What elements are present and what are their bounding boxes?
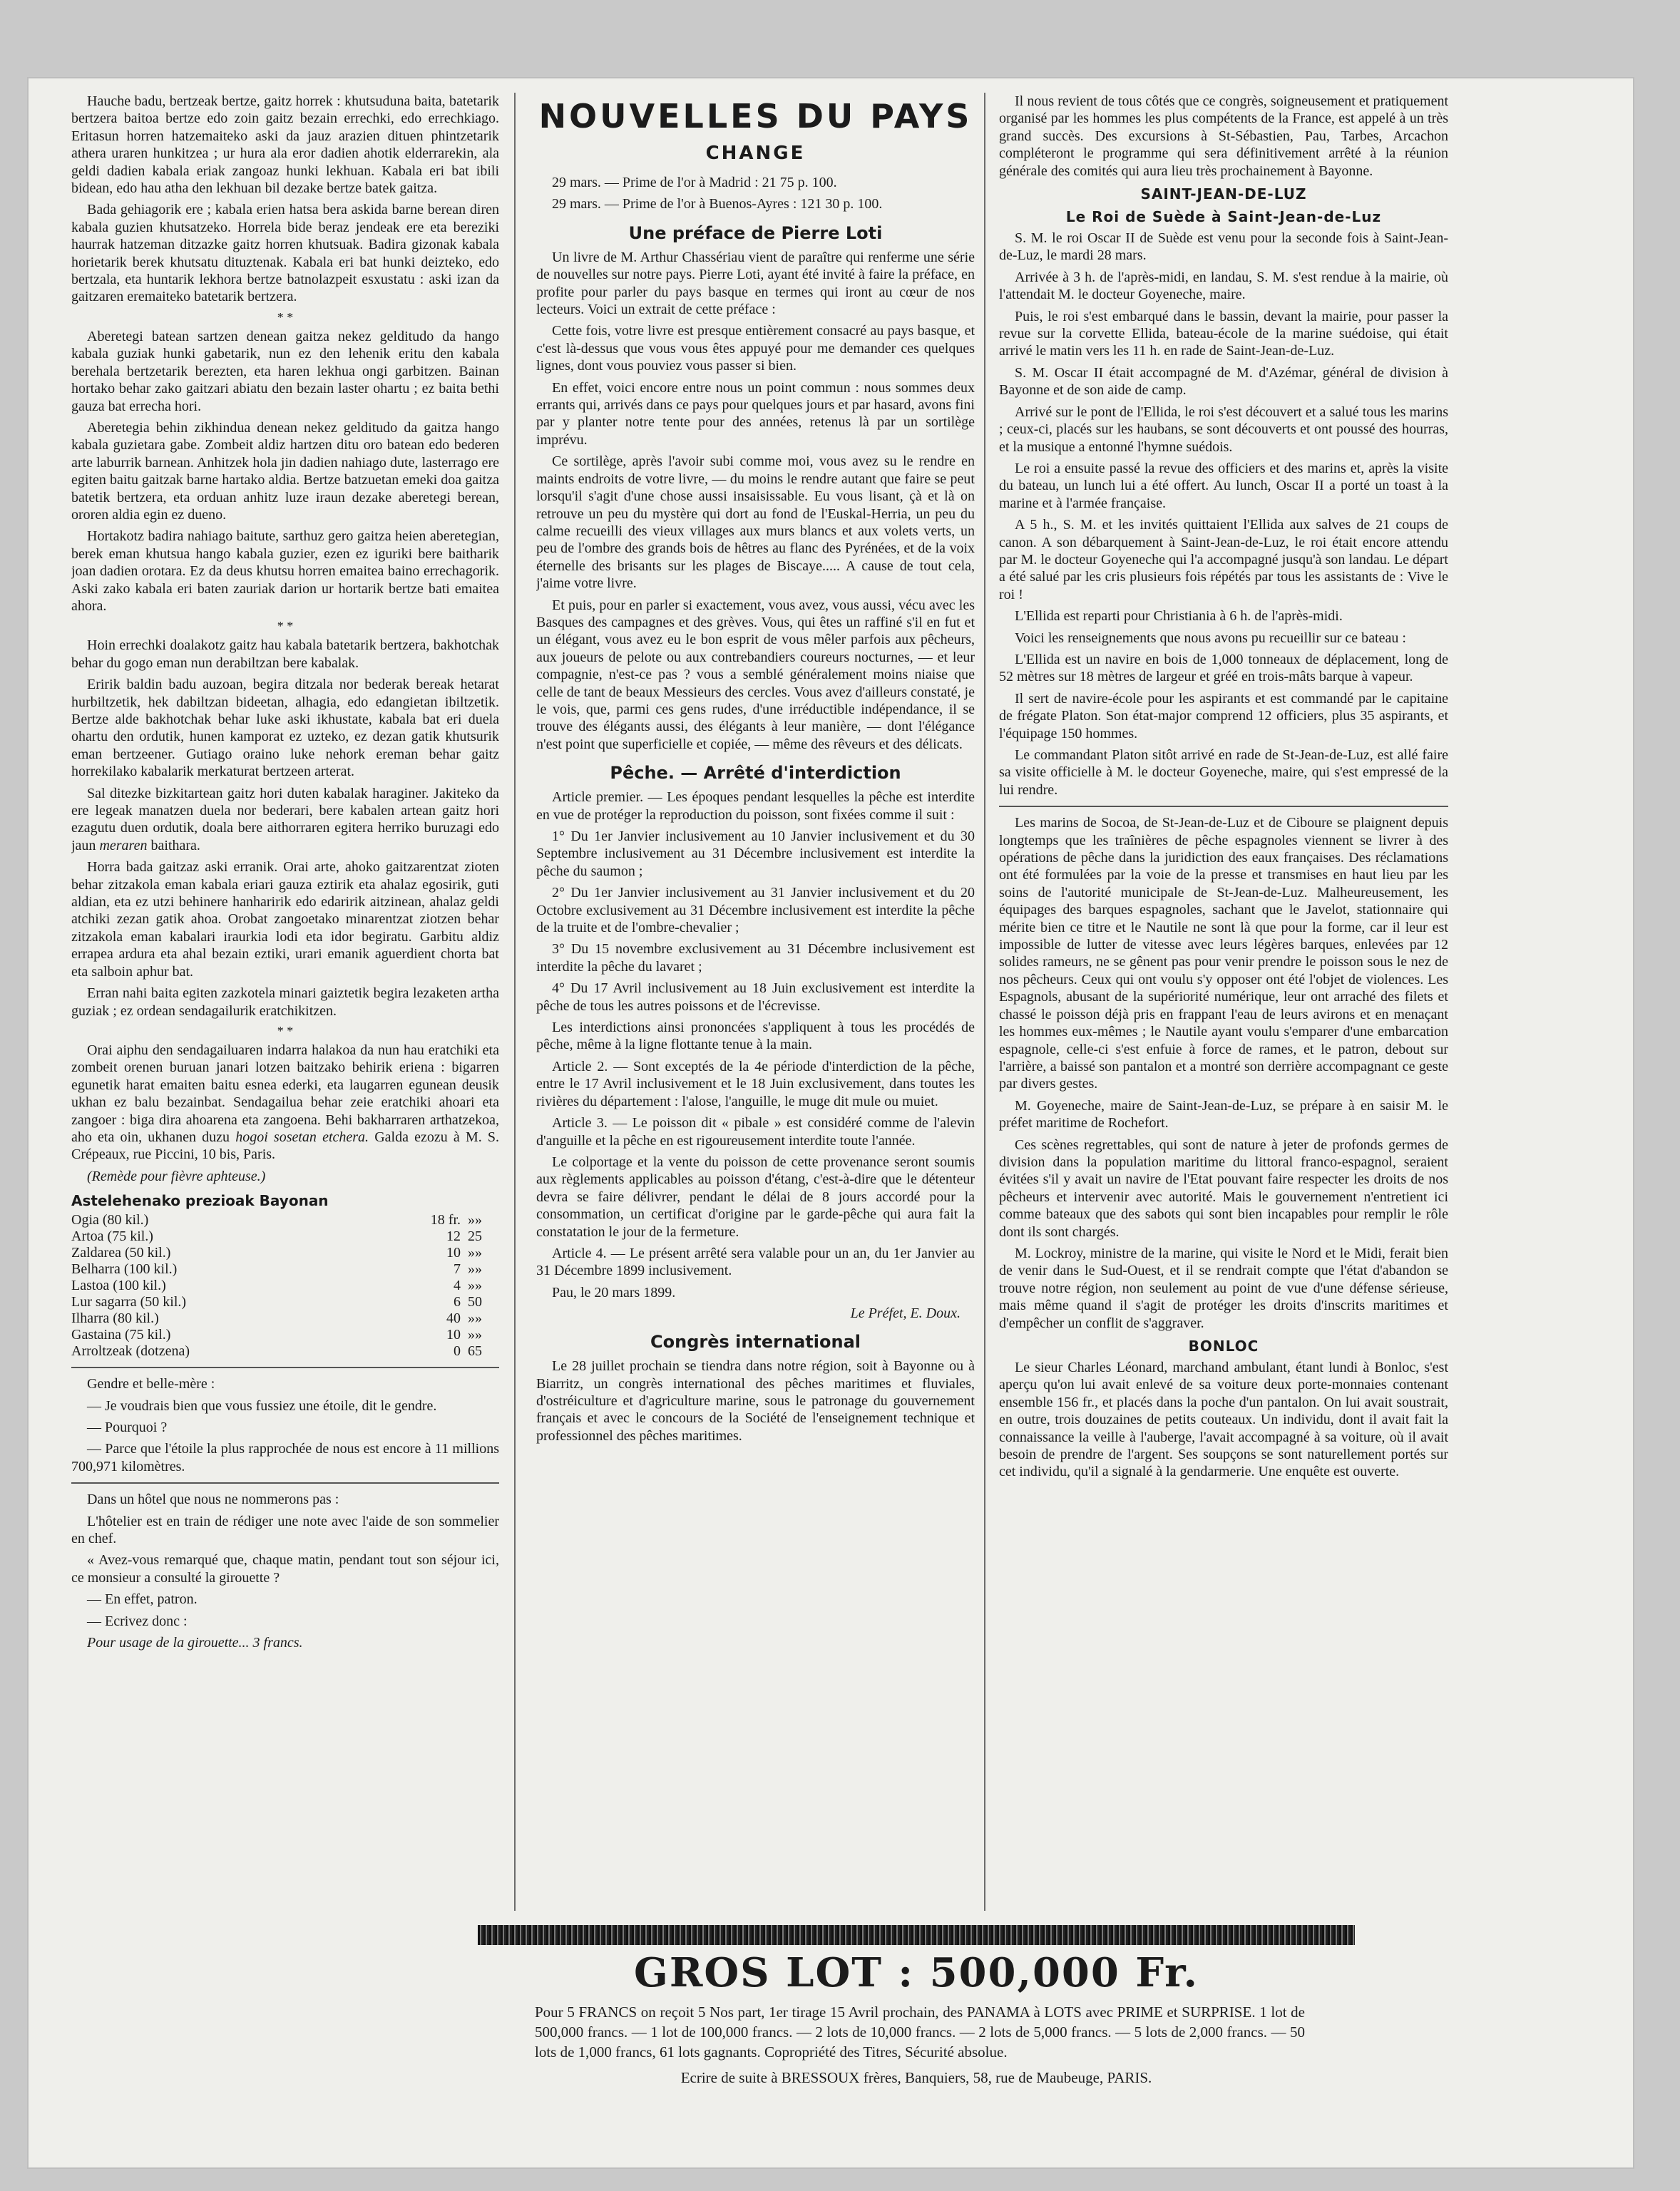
paragraph: Bada gehiagorik ere ; kabala erien hatsa bera askida barne berean diren kabala guzien khutsatzeko. Horrela bide beraz jendeak ere eta berezikі haurrak hatzeman ditzazke gaitz horren khutsuak. Badira gizonak kabala horietarik berek khutsatu dituztenak. Kabala eri bat hunki deizteko, edo bertzala, eta huntarik lekhora bertze batnolazpeit esxustatu : aski izan da gaitzaren eremaiteko batetarik bertzera. <box>71 202 499 305</box>
price-item: Artoa (75 kil.) <box>71 1228 153 1245</box>
price-francs: 12 <box>446 1228 461 1245</box>
town-heading: BONLOC <box>1188 1338 1259 1355</box>
paragraph: 1° Du 1er Janvier inclusivement au 10 Janvier inclusivement et du 30 Septembre inclusivement au 31 Décembre inclusivement est interdite la pêche du saumon ; <box>536 828 975 879</box>
price-row <box>71 1327 499 1343</box>
paragraph: Article premier. — Les époques pendant lesquelles la pêche est interdite en vue de protéger la reproduction du poisson, sont fixées comme il suit : <box>536 789 975 823</box>
paragraph: 4° Du 17 Avril inclusivement au 18 Juin exclusivement est interdite la pêche de tous les autres poissons et de l'écrevisse. <box>536 980 975 1014</box>
article-title-peche: Pêche. — Arrêté d'interdiction <box>610 763 901 784</box>
price-francs: 7 <box>454 1261 461 1278</box>
joke-line: Gendre et belle-mère : <box>87 1376 215 1392</box>
paragraph: Hauche badu, bertzeak bertze, gaitz horrek : khutsuduna baita, batetarik bertzera baitoa bertze edo zoin gaitz bezain errechki, edo errechkiago. Eritasun horren hatzemaiteko aski da jauz arazien dituen phintzetarik athera uraren hunkitzea ; ur hura ala eror dadien ahotik elderrarekin, ala geldi dadien kabala eriak zangoaz hunki lekhuan. Kabala eri bat ibili bidean, edo hau atha den lekhuan bil dezake bertze batek gaitza. <box>71 93 499 197</box>
paragraph: Aberetegia behin zikhindua denean nekez gelditudo da gaitza hango kabala guzietara gabe. Zombeit aldiz hartzen ditu oro batean edo bederen arte laburrik barnean. Anhitzek hola jin dadien nahiago dute, lasterrago ere egiten baitu gaitzak barne hartako aldia. Bertze batzuetan emeki doa gaitza batetik bertzera, eta orduan anhitz luze iraun dezake aberetegi berean, ororen aldia egin ez dueno. <box>71 419 499 523</box>
price-francs: 6 <box>454 1294 461 1310</box>
paragraph: 2° Du 1er Janvier inclusivement au 31 Janvier inclusivement et du 20 Octobre exclusivement au 31 Décembre inclusivement est interdite la pêche de la truite et de l'ombre-chevalier ; <box>536 885 975 936</box>
ad-body: Pour 5 FRANCS on reçoit 5 Nos part, 1er tirage 15 Avril prochain, des PANAMA à LOTS avec PRIME et SURPRISE. 1 lot de 500,000 francs. — 1 lot de 100,000 francs. — 2 lots de 10,000 francs. — 2 lots de 5,000 francs. — 5 lots de 2,000 francs. — 50 lots de 1,000 francs, 61 lots gagnants. Copropriété des Titres, Sécurité absolue. <box>535 2003 1305 2061</box>
paragraph: Hortakotz badira nahiago baitute, sarthuz gero gaitza heien aberetegian, berek eman khutsua hango kabala guzier, ezen ez iguriki bere baitharik joan dadien orotara. Ez da deus khutsu horren emaitea baino errechagorik. Aski zako kabala eri baten zauriak darion ur hortarik bertze bati emaitea ahora. <box>71 528 499 614</box>
paragraph-text: Galda ezozu à M. S. Crépeaux, rue Piccini, 10 bis, Paris. <box>71 1129 499 1163</box>
column-basque <box>71 93 499 2146</box>
column-rule <box>514 93 516 1911</box>
price-cents: »» <box>468 1245 482 1261</box>
paragraph: 3° Du 15 novembre exclusivement au 31 Décembre inclusivement est interdite la pêche du lavaret ; <box>536 941 975 975</box>
newspaper-page <box>29 78 1633 2167</box>
price-francs: 0 <box>454 1343 461 1360</box>
paragraph <box>71 785 499 855</box>
joke-line: — Ecrivez donc : <box>87 1613 188 1629</box>
joke-line: — En effet, patron. <box>87 1591 198 1608</box>
price-row <box>71 1278 499 1294</box>
column-nouvelles <box>536 93 975 2146</box>
price-item: Zaldarea (50 kil.) <box>71 1245 171 1261</box>
joke-line: — Je voudrais bien que vous fussiez une étoile, dit le gendre. <box>87 1397 437 1414</box>
paragraph: Cette fois, votre livre est presque entièrement consacré au pays basque, et c'est là-dessus que vous vous êtes appuyé pour me demander ces quelques lignes, dont vous pouviez vous passer si bien. <box>536 323 975 374</box>
paragraph: L'Ellida est un navire en bois de 1,000 tonneaux de déplacement, long de 52 mètres sur 18 mètres de largeur et gréé en trois-mâts barque à vapeur. <box>999 651 1448 685</box>
article-subtitle: Le Roi de Suède à Saint-Jean-de-Luz <box>1065 208 1382 226</box>
price-item: Ilharra (80 kil.) <box>71 1310 159 1327</box>
price-francs: 18 fr. <box>430 1212 461 1228</box>
remedy-note: (Remède pour fièvre aphteuse.) <box>87 1168 266 1184</box>
price-row <box>71 1245 499 1261</box>
paragraph: Pau, le 20 mars 1899. <box>552 1284 676 1300</box>
section-masthead: NOUVELLES DU PAYS <box>538 97 973 135</box>
price-item: Lur sagarra (50 kil.) <box>71 1294 187 1310</box>
paragraph: Les interdictions ainsi prononcées s'appliquent à tous les procédés de pêche, même à la ligne flottante tenue à la main. <box>536 1020 975 1053</box>
section-stars: * * <box>277 309 294 324</box>
article-title-congres: Congrès international <box>650 1332 861 1353</box>
italic-phrase: hogoi sosetan etchera. <box>235 1129 369 1145</box>
column-local-news <box>999 93 1448 2146</box>
paragraph: S. M. Oscar II était accompagné de M. d'Azémar, général de division à Bayonne et de son aide de camp. <box>999 364 1448 399</box>
price-cents: 25 <box>468 1228 482 1245</box>
paragraph: Hoin errechki doalakotz gaitz hau kabala batetarik bertzera, bakhotchak behar du gogo eman nun derabiltzan bere kabalak. <box>71 637 499 671</box>
price-item: Lastoa (100 kil.) <box>71 1278 166 1294</box>
paragraph <box>71 1042 499 1164</box>
prefect-signature: Le Préfet, E. Doux. <box>850 1305 961 1322</box>
paragraph: Arrivé sur le pont de l'Ellida, le roi s'est découvert et a salué tous les marins ; ceux-ci, placés sur les haubans, se sont découverts et ont poussé des hourras, et la musique a entonné l'hymne suédois. <box>999 404 1448 455</box>
paragraph: Le sieur Charles Léonard, marchand ambulant, étant lundi à Bonloc, s'est aperçu qu'on lui avait enlevé de sa voiture deux porte-monnaies contenant ensemble 156 fr., et placés dans la poche d'un pantalon. On lui avait soustrait, en outre, trois douzaines de petits couteaux. Un individu, dont il avait fait la connaissance la veille à l'auberge, l'avait accompagné à sa voiture, où il avait besoin de prendre de l'argent. Ses soupçons se sont naturellement portés sur cet individu, qu'il a signalé à la gendarmerie. Une enquête est ouverte. <box>999 1360 1448 1480</box>
paragraph: Ce sortilège, après l'avoir subi comme moi, vous avez su le rendre en maints endroits de votre livre, — du moins le rendre autant que faire se peut lorsqu'il s'agit d'une chose aussi insaisissable. Eu vous lisant, çà et là on retrouve un peu du mystère qui dort au fond de l'Euskal-Herria, un peu du calme recueilli des vieux villages aux murs blancs et aux volets verts, un peu de l'ombre des grands bois de hêtres au flanc des Pyrénées, et de la voix éternelle des brisants sur les plages de Biscaye..... A cause de tout cela, j'aime votre livre. <box>536 453 975 592</box>
change-title: CHANGE <box>705 143 806 164</box>
price-cents: »» <box>468 1327 482 1343</box>
price-row <box>71 1228 499 1245</box>
paragraph-text: Sal ditezke bizkitartean gaitz hori duten kabalak haraginer. Jakiteko da ere legeak manatzen duela nor bederari, bere kabalen artean gaitz hori ezagutu duen ordutik, doala bere aithorraren egitera herriko buruzagi edo jaun <box>71 785 499 853</box>
paragraph: Voici les renseignements que nous avons pu recueillir sur ce bateau : <box>1015 630 1406 646</box>
paragraph: Le 28 juillet prochain se tiendra dans notre région, soit à Bayonne ou à Biarritz, un congrès international des pêches maritimes et fluviales, d'ostréiculture et d'agriculture marine, sous le patronage du gouvernement français et avec le concours de la Société de l'enseignement technique et professionnel des pêches maritimes. <box>536 1358 975 1444</box>
paragraph: Le commandant Platon sitôt arrivé en rade de St-Jean-de-Luz, est allé faire sa visite officielle à M. le docteur Goyeneche, maire, qui s'est empressé de la lui rendre. <box>999 747 1448 798</box>
ad-title: GROS LOT : 500,000 Fr. <box>634 1949 1199 1996</box>
paragraph: Les marins de Socoa, de St-Jean-de-Luz et de Ciboure se plaignent depuis longtemps que les traînières de pêche espagnoles viennent se livrer à des opérations de pêche dans la juridiction des eaux françaises. Des réclamations ont été formulées par la voie de la presse et transmises en haut lieu par les soins de l'autorité municipale de St-Jean-de-Luz. Malheureusement, les équipages des barques espagnoles, sachant que le Javelot, stationnaire qui mérite bien ce titre et le Nautile ne sont là que pour la forme, car il leur est impossible de lutter de vitesse avec leurs légères barques, enlevées par 12 solides rameurs, ne se gênent pas pour venir prendre le poisson sous le nez de nos pêcheurs. Ceux qui ont voulu s'y opposer ont été l'objet de violences. Les Espagnols, abusant de la supériorité numérique, leur ont arraché des filets et chassé le poisson déjà pris en frappant l'eau de leurs avirons et en menaçant les hommes eux-mêmes ; le Nautile ayant voulu s'emparer d'une embarcation espagnole, celle-ci s'est enfuie à force de rames, et le patron, debout sur l'arrière, a baissé son pantalon et a montré son derrière accompagnant ce geste par divers gestes. <box>999 815 1448 1092</box>
price-francs: 10 <box>446 1245 461 1261</box>
joke-gendre <box>71 1375 499 1475</box>
paragraph: Il nous revient de tous côtés que ce congrès, soigneusement et pratiquement organisé par les hommes les plus compétents de la France, est appelé à un très grand succès. Des excursions à St-Sébastien, Pau, Tarbes, Arcachon compléteront le programme qui sera définitivement arrêté à la réunion générale des comités qui aura lieu très prochainement à Bayonne. <box>999 93 1448 179</box>
paragraph: S. M. le roi Oscar II de Suède est venu pour la seconde fois à Saint-Jean-de-Luz, le mardi 28 mars. <box>999 230 1448 264</box>
price-row <box>71 1212 499 1228</box>
paragraph: Et puis, pour en parler si exactement, vous avez, vous aussi, vécu avec les Basques des campagnes et des grèves. Vous, qui êtes un raffiné s'il en fut et un élégant, vous avez eu le bon esprit de vous mêler parfois aux pêcheurs, aux joueurs de pelote ou aux contrebandiers coureurs nocturnes, — et leur compagnie, n'est-ce pas ? vous a semblé généralement moins niaise que celle de tant de beaux Messieurs des cercles. Vous avez d'ailleurs constaté, je le vois, que, parmi ces gens rudes, d'une irréductible indépendance, il se trouve des élégants aussi, des élégants à leur manière, — dont l'élégance n'est point que superficielle et copiée, — même des rêveurs et des délicats. <box>536 597 975 752</box>
column-rule <box>984 93 985 1911</box>
joke-line: — Parce que l'étoile la plus rapprochée de nous est encore à 11 millions 700,971 kilomètres. <box>71 1441 499 1474</box>
joke-line: L'hôtelier est en train de rédiger une note avec l'aide de son sommelier en chef. <box>71 1513 499 1546</box>
paragraph: Article 4. — Le présent arrêté sera valable pour un an, du 1er Janvier au 31 Décembre 1899 inclusivement. <box>536 1245 975 1279</box>
paragraph-text: Orai aiphu den sendagailuaren indarra halakoa da nun hau eratchiki eta zombeit orenen buruan janari lotzen baitzako behirik eriena : bigarren egunetik harat emaiten baitu esnea ederki, eta laugarren egunean deusik ukhan ez balu bezainbat. Sendagailua behar zeie eratchiki ahoari eta zangoer : biga dira ahoarena eta zangoena. Behi bakharraren arthatzekoa, aho eta oin, ukhanen duzu <box>71 1042 499 1145</box>
price-row <box>71 1343 499 1360</box>
paragraph: M. Lockroy, ministre de la marine, qui visite le Nord et le Midi, ferait bien de venir dans le Sud-Ouest, et il se rendrait compte que l'état d'abandon se trouve notre région, non seulement au point de vue d'une défense sérieuse, mais même quand il s'agit de protéger les droits d'inscrits maritimes et d'empêcher un conflit de s'aggraver. <box>999 1245 1448 1331</box>
joke-line: — Pourquoi ? <box>87 1419 168 1435</box>
price-francs: 40 <box>446 1310 461 1327</box>
section-stars: * * <box>277 619 294 634</box>
paragraph: Le roi a ensuite passé la revue des officiers et des marins et, après la visite du bateau, un lunch lui a été offert. Au lunch, Oscar II a porté un toast à la marine et à l'armée française. <box>999 460 1448 511</box>
paragraph: 29 mars. — Prime de l'or à Madrid : 21 75 p. 100. <box>552 175 837 190</box>
ad-address: Ecrire de suite à BRESSOUX frères, Banquiers, 58, rue de Maubeuge, PARIS. <box>680 2069 1152 2086</box>
prices-title: Astelehenako prezioak Bayonan <box>71 1192 329 1210</box>
price-cents: 65 <box>468 1343 482 1360</box>
paragraph: Erran nahi baita egiten zazkotela minari gaiztetik begira lezaketen artha guziak ; ez ordean sendagailurik eratchikitzen. <box>71 985 499 1019</box>
price-cents: »» <box>468 1212 482 1228</box>
price-item: Arroltzeak (dotzena) <box>71 1343 190 1360</box>
paragraph: Eririk baldin badu auzoan, begira ditzala nor bederak bereak hetarat hurbiltzetik, hek dabiltzan bideetan, alhagia, edo edangietan ibiltzetik. Bertze alde bakhotchak behar luke aski ikhustate, kabala bat eri duela ohartu den ordutik, hunen kamporat ez uzteko, ez dezan gatik khutsurik eman bertzeener. Gutiago oraino luke nehork ereman behar gaitz horrekilako kabalarik merkaturat bertzeen arterat. <box>71 677 499 780</box>
article-title-loti: Une préface de Pierre Loti <box>628 222 883 243</box>
price-item: Gastaina (75 kil.) <box>71 1327 171 1343</box>
paragraph: A 5 h., S. M. et les invités quittaient l'Ellida aux salves de 21 coups de canon. A son débarquement à Saint-Jean-de-Luz, le roi était encore attendu par M. le docteur Goyeneche qui l'a accompagné jusqu'à son landau. Le départ a été salué par les cris plusieurs fois répétés par tous les assistants de : Vive le roi ! <box>999 517 1448 602</box>
paragraph: Il sert de navire-école pour les aspirants et est commandé par le capitaine de frégate Platon. Son état-major comprend 12 officiers, plus 35 aspirants, et l'équipage 150 hommes. <box>999 690 1448 742</box>
paragraph: Aberetegi batean sartzen denean gaitza nekez gelditudo da hango kabala guziak hunki gabetarik, nun ez den lehenik eritu den kabala berehala bertzetarik berezten, eta haren lekhua ongi garbitzen. Bainan hortako behar zako gaitzari abiatu den bezain laster ohartu ; ez baita bethi gauza bat errecha hori. <box>71 328 499 414</box>
divider <box>71 1482 499 1484</box>
price-cents: »» <box>468 1261 482 1278</box>
price-row <box>71 1310 499 1327</box>
paragraph: L'Ellida est reparti pour Christiania à 6 h. de l'après-midi. <box>1015 608 1343 625</box>
price-cents: »» <box>468 1310 482 1327</box>
price-row <box>71 1261 499 1278</box>
price-item: Belharra (100 kil.) <box>71 1261 178 1278</box>
joke-hotel <box>71 1491 499 1630</box>
paragraph: Un livre de M. Arthur Chassériau vient de paraître qui renferme une série de nouvelles sur notre pays. Pierre Loti, ayant été invité à faire la préface, en profite pour parler du pays basque en termes qui iront au cœur de nos lecteurs. Voici un extrait de cette préface : <box>536 249 975 318</box>
price-cents: »» <box>468 1278 482 1294</box>
joke-line: « Avez-vous remarqué que, chaque matin, pendant tout son séjour ici, ce monsieur a consulté la girouette ? <box>71 1552 499 1586</box>
price-cents: 50 <box>468 1294 482 1310</box>
town-heading: SAINT-JEAN-DE-LUZ <box>1140 185 1307 203</box>
price-francs: 10 <box>446 1327 461 1343</box>
paragraph: M. Goyeneche, maire de Saint-Jean-de-Luz, se prépare à en saisir M. le préfet maritime de Rochefort. <box>999 1097 1448 1132</box>
paragraph: Ces scènes regrettables, qui sont de nature à jeter de profonds germes de division dans la population maritime du littoral franco-espagnol, seraient évitées s'il y avait un navire de l'Etat pouvant faire respecter les droits de nos pêcheurs et intervenir avec autorité. Mais le gouvernement n'entretient ici comme bateaux que des sabots qui sont bien incapables pour remplir le rôle dont ils sont chargés. <box>999 1136 1448 1240</box>
ad-decorative-band <box>478 1925 1355 1945</box>
price-item: Ogia (80 kil.) <box>71 1212 149 1228</box>
price-francs: 4 <box>454 1278 461 1294</box>
paragraph: Puis, le roi s'est embarqué dans le bassin, devant la mairie, pour passer la revue sur la corvette Ellida, bateau-école de la marine suédoise, qui était arrivé le matin vers les 11 h. en rade de Saint-Jean-de-Luz. <box>999 308 1448 359</box>
paragraph: 29 mars. — Prime de l'or à Buenos-Ayres : 121 30 p. 100. <box>552 196 883 212</box>
joke-line: Dans un hôtel que nous ne nommerons pas : <box>87 1492 339 1508</box>
prices-table <box>71 1212 499 1360</box>
divider <box>71 1367 499 1368</box>
paragraph: Article 2. — Sont exceptés de la 4e période d'interdiction de la pêche, entre le 17 Avril inclusivement et le 18 Juin exclusivement, dans toutes les rivières du département : l'alose, l'anguille, le muge dit mule ou muiet. <box>536 1058 975 1109</box>
paragraph: Arrivée à 3 h. de l'après-midi, en landau, S. M. s'est rendue à la mairie, où l'attendait M. le docteur Goyeneche, maire. <box>999 269 1448 303</box>
joke-punchline: Pour usage de la girouette... 3 francs. <box>87 1635 303 1651</box>
paragraph: Le colportage et la vente du poisson de cette provenance seront soumis aux règlements applicables au poisson d'étang, c'est-à-dire que le détenteur devra se faire délivrer, pendant le délai de 8 jours accordé pour la consommation, un certificat d'origine par le garde-pêche qui aura fait la constatation le jour de la fermeture. <box>536 1154 975 1240</box>
divider <box>999 806 1448 807</box>
paragraph: En effet, voici encore entre nous un point commun : nous sommes deux errants qui, arrivés dans ce pays pour quelques jours et par hasard, avons fini par y planter notre tente pour des années, retenus là par un sortilège imprévu. <box>536 379 975 448</box>
lottery-advertisement <box>478 1925 1355 2139</box>
italic-word: meraren <box>99 837 148 853</box>
paragraph: Horra bada gaitzaz aski erranik. Orai arte, ahoko gaitzarentzat zioten behar zitzakola eman kabala eriari gauza eztirik eta ahalaz egosirik, guti aldian, eta ez utzi behinere hanharirik edo edaririk aitzinean, ahalaz geldi atchiki zezan gatik ahoa. Orobat zangoetako minarentzat ziotzen behar zitzakola eman kabalari iraurkia lodi eta idor begiratu. Garbitu aldiz errapea ardura eta ahal bezain eztiki, urari emanik aguerdient chorta bat eta salboin aphur bat. <box>71 859 499 980</box>
section-stars: * * <box>277 1023 294 1038</box>
paragraph: Article 3. — Le poisson dit « pibale » est considéré comme de l'alevin d'anguille et la pêche en est rigoureusement interdite toute l'année. <box>536 1115 975 1149</box>
paragraph-text: baithara. <box>147 837 200 853</box>
price-row <box>71 1294 499 1310</box>
